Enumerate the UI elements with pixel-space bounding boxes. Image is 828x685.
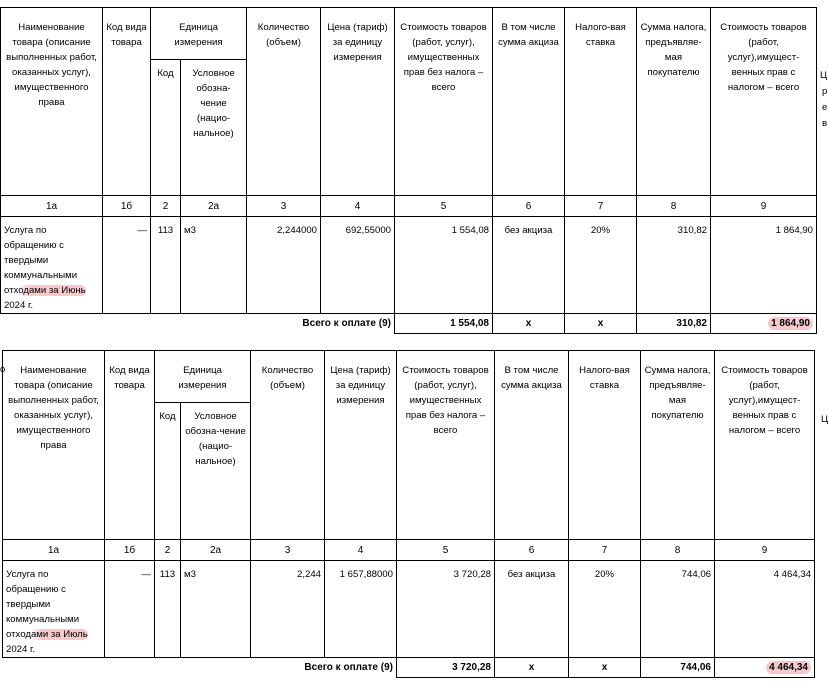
invoice-table-july [2,350,815,678]
edge-glyph: Ц [820,70,828,81]
total-label: Всего к оплате (9) [3,658,397,678]
col-num: 9 [715,540,815,561]
header-price: Цена (тариф) за единицу измерения [325,351,397,540]
item-name-highlight: одами за Июнь [18,285,86,296]
header-qty: Количество (объем) [251,351,325,540]
col-num: 4 [321,196,395,217]
item-tax-sum: 310,82 [637,217,711,314]
edge-glyph: е [822,102,828,113]
col-num: 7 [565,196,637,217]
header-excise: В том числе сумма акциза [493,8,565,196]
col-num: 9 [711,196,817,217]
header-cost-with-tax: Стоимость товаров (работ, услуг),имущест-венных прав с налогом – всего [711,8,817,196]
item-qty: 2,244 [251,561,325,658]
item-excise: без акциза [493,217,565,314]
total-cost-with-tax-cell [715,658,815,678]
total-cost-no-tax: 3 720,28 [397,658,495,678]
item-price: 1 657,88000 [325,561,397,658]
item-name-cell [1,217,103,314]
header-tax-sum: Сумма налога, предъявляе-мая покупателю [637,8,711,196]
col-num: 8 [637,196,711,217]
item-tax-sum: 744,06 [641,561,715,658]
col-num: 1а [1,196,103,217]
header-unit-symbol: Условное обозна-чение (нацио-нальное) [181,60,247,196]
col-num: 8 [641,540,715,561]
header-tax-sum: Сумма налога, предъявляе-мая покупателю [641,351,715,540]
header-name: Наименование товара (описание выполненных работ, оказанных услуг), имущественного права [1,8,103,196]
item-name-highlight: ами за Июль [30,629,88,640]
item-name-cell [3,561,105,658]
item-name-prefix: Услуга по обращению с твердыми коммунальными отход [6,569,80,640]
col-num: 6 [495,540,569,561]
col-num: 2а [181,540,251,561]
item-rate: 20% [565,217,637,314]
table-row [3,561,815,658]
col-num: 6 [493,196,565,217]
total-rate: х [565,314,637,334]
item-unit-code: 113 [151,217,181,314]
col-num: 2 [155,540,181,561]
header-rate: Налого-вая ставка [569,351,641,540]
item-kind-code: — [103,217,151,314]
total-cost-with-tax: 4 464,34 [766,661,811,674]
col-num: 5 [397,540,495,561]
item-rate: 20% [569,561,641,658]
item-name-suffix: 2024 г. [4,300,34,311]
column-number-row [1,196,817,217]
col-num: 4 [325,540,397,561]
edge-glyph: в [822,118,828,129]
item-name-suffix: 2024 г. [6,644,36,655]
total-cost-with-tax-cell [711,314,817,334]
item-qty: 2,244000 [247,217,321,314]
col-num: 1б [105,540,155,561]
header-cost-no-tax: Стоимость товаров (работ, услуг), имущественных прав без налога – всего [395,8,493,196]
header-unit-code: Код [151,60,181,196]
col-num: 2 [151,196,181,217]
total-row [1,314,817,334]
header-cost-no-tax: Стоимость товаров (работ, услуг), имущественных прав без налога – всего [397,351,495,540]
col-num: 2а [181,196,247,217]
column-number-row [3,540,815,561]
col-num: 1б [103,196,151,217]
item-kind-code: — [105,561,155,658]
item-name-prefix: Услуга по обращению с твердыми коммунальными отх [4,225,78,296]
item-cost-with-tax: 4 464,34 [715,561,815,658]
item-cost-no-tax: 1 554,08 [395,217,493,314]
header-name: Наименование товара (описание выполненных работ, оказанных услуг), имущественного права [3,351,105,540]
table-row [1,217,817,314]
header-rate: Налого-вая ставка [565,8,637,196]
total-rate: х [569,658,641,678]
header-unit: Единица измерения [155,351,251,403]
header-unit-symbol: Условное обозна-чение (нацио-нальное) [181,403,251,540]
edge-glyph: Ц [821,414,828,425]
total-excise: х [495,658,569,678]
header-kind-code: Код вида товара [103,8,151,196]
edge-glyph: о [0,364,6,375]
edge-glyph: р [822,86,828,97]
total-cost-with-tax: 1 864,90 [768,317,813,330]
item-excise: без акциза [495,561,569,658]
col-num: 7 [569,540,641,561]
header-excise: В том числе сумма акциза [495,351,569,540]
item-cost-with-tax: 1 864,90 [711,217,817,314]
header-price: Цена (тариф) за единицу измерения [321,8,395,196]
item-unit-symbol: м3 [181,561,251,658]
header-unit-code: Код [155,403,181,540]
total-cost-no-tax: 1 554,08 [395,314,493,334]
item-price: 692,55000 [321,217,395,314]
header-kind-code: Код вида товара [105,351,155,540]
invoice-table-june [0,7,817,334]
col-num: 3 [247,196,321,217]
item-cost-no-tax: 3 720,28 [397,561,495,658]
total-label: Всего к оплате (9) [1,314,395,334]
col-num: 3 [251,540,325,561]
total-tax-sum: 744,06 [641,658,715,678]
item-unit-code: 113 [155,561,181,658]
total-tax-sum: 310,82 [637,314,711,334]
total-excise: х [493,314,565,334]
item-unit-symbol: м3 [181,217,247,314]
col-num: 1а [3,540,105,561]
col-num: 5 [395,196,493,217]
header-cost-with-tax: Стоимость товаров (работ, услуг),имущест-венных прав с налогом – всего [715,351,815,540]
header-qty: Количество (объем) [247,8,321,196]
total-row [3,658,815,678]
header-unit: Единица измерения [151,8,247,60]
